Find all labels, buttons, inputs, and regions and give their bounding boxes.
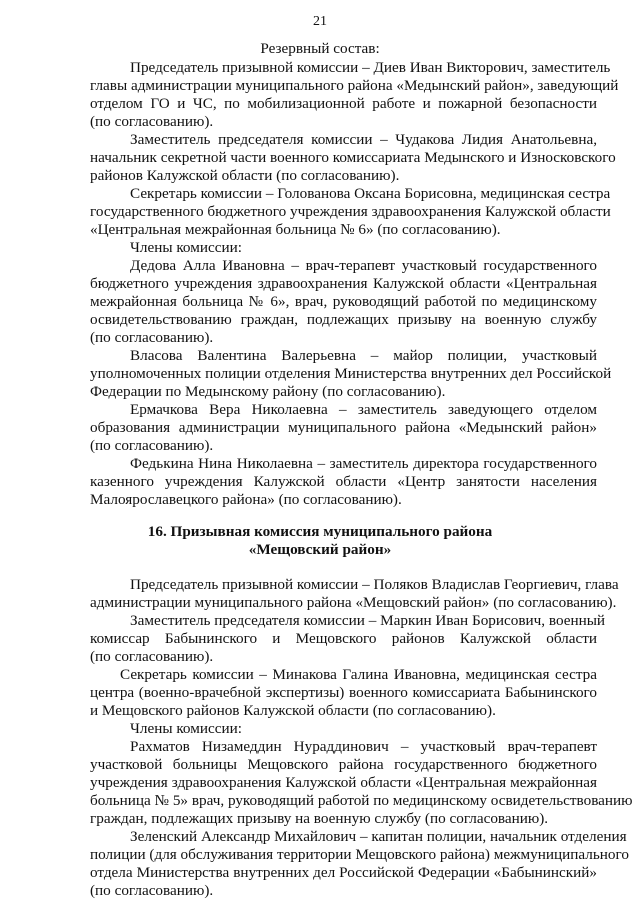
paragraph-line: Власова Валентина Валерьевна – майор полиции, участковый [130,347,597,364]
paragraph-line: начальник секретной части военного комиссариата Медынского и Износковского [90,149,616,166]
paragraph-line: (по согласованию). [90,329,214,346]
paragraph-line: Председатель призывной комиссии – Диев Иван Викторович, заместитель [130,59,611,76]
paragraph-line: Секретарь комиссии – Минакова Галина Ивановна, медицинская сестра [120,666,597,683]
paragraph-line: Зеленский Александр Михайлович – капитан полиции, начальник отделения [130,828,627,845]
paragraph-line: центра (военно-врачебной экспертизы) военного комиссариата Бабынинского [90,684,597,701]
paragraph-line: Федерации по Медынскому району (по согласованию). [90,383,446,400]
section-title: 16. Призывная комиссия муниципального района [147,523,493,540]
members-heading: Члены комиссии: [130,720,242,737]
paragraph-line: бюджетного учреждения здравоохранения Калужской области «Центральная [90,275,597,292]
paragraph-line: (по согласованию). [90,113,214,130]
paragraph-line: районов Калужской области (по согласованию). [90,167,400,184]
paragraph-line: полиции (для обслуживания территории Мещовского района) межмуниципального [90,846,629,863]
paragraph-line: Секретарь комиссии – Голованова Оксана Борисовна, медицинская сестра [130,185,611,202]
paragraph-line: Заместитель председателя комиссии – Чудакова Лидия Анатольевна, [130,131,597,148]
paragraph-line: и Мещовского районов Калужской области (по согласованию). [90,702,496,719]
paragraph-line: (по согласованию). [90,437,214,454]
paragraph-line: Федькина Нина Николаевна – заместитель директора государственного [130,455,597,472]
section-title: «Мещовский район» [248,541,392,558]
members-heading: Члены комиссии: [130,239,242,256]
paragraph-line: Малоярославецкого района» (по согласованию). [90,491,402,508]
paragraph-line: казенного учреждения Калужской области «Центр занятости населения [90,473,597,490]
paragraph-line: (по согласованию). [90,882,214,899]
paragraph-line: больница № 5» врач, руководящий работой по медицинскому освидетельствованию [90,792,633,809]
paragraph-line: Председатель призывной комиссии – Поляков Владислав Георгиевич, глава [130,576,619,593]
paragraph-line: Рахматов Низамеддин Нураддинович – участковый врач-терапевт [130,738,597,755]
paragraph-line: уполномоченных полиции отделения Министерства внутренних дел Российской [90,365,612,382]
paragraph-line: «Центральная межрайонная больница № 6» (по согласованию). [90,221,501,238]
paragraph-line: освидетельствованию граждан, подлежащих призыву на военную службу [90,311,597,328]
paragraph-line: отделом ГО и ЧС, по мобилизационной работе и пожарной безопасности [90,95,597,112]
paragraph-line: участковой больницы Мещовского района государственного бюджетного [90,756,597,773]
paragraph-line: государственного бюджетного учреждения здравоохранения Калужской области [90,203,611,220]
paragraph-line: граждан, подлежащих призыву на военную службу (по согласованию). [90,810,549,827]
paragraph-line: главы администрации муниципального района «Медынский район», заведующий [90,77,619,94]
paragraph-line: образования администрации муниципального района «Медынский район» [90,419,597,436]
page-number: 21 [313,14,327,29]
paragraph-line: межрайонная больница № 6», врач, руководящий работой по медицинскому [90,293,597,310]
paragraph-line: Дедова Алла Ивановна – врач-терапевт участковый государственного [130,257,597,274]
paragraph-line: администрации муниципального района «Мещовский район» (по согласованию). [90,594,617,611]
paragraph-line: отдела Министерства внутренних дел Российской Федерации «Бабынинский» [90,864,597,881]
reserve-heading: Резервный состав: [260,40,380,57]
paragraph-line: Заместитель председателя комиссии – Маркин Иван Борисович, военный [130,612,606,629]
paragraph-line: (по согласованию). [90,648,214,665]
paragraph-line: комиссар Бабынинского и Мещовского районов Калужской области [90,630,597,647]
paragraph-line: учреждения здравоохранения Калужской области «Центральная межрайонная [90,774,597,791]
paragraph-line: Ермачкова Вера Николаевна – заместитель заведующего отделом [130,401,597,418]
